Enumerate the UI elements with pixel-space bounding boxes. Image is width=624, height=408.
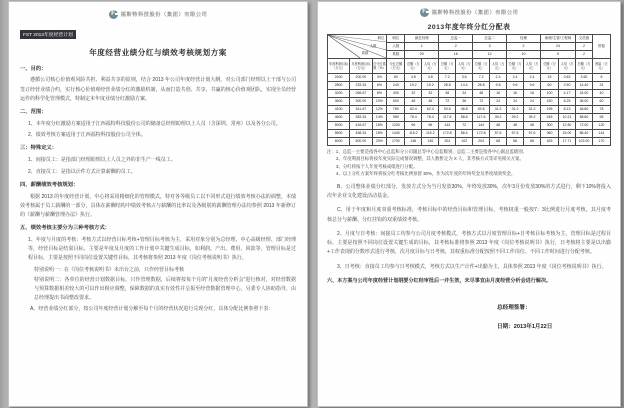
table-cell: 60 [387, 74, 405, 82]
table-cell: 48 [473, 90, 490, 98]
column-subheader: 人均（万元） [456, 59, 473, 74]
table-row [328, 82, 611, 90]
paragraph: 2、年度利润目标将按年度实际完成情况调整，其人数暂定为 X 人，其考核方式等详见相关方案。 [336, 156, 524, 162]
table-cell: 58.80 [575, 114, 592, 122]
paragraph: 2、直接员工：是指以计件方式计算薪酬的员工。 [28, 168, 136, 175]
column-subheader: 总额（万元） [540, 59, 558, 74]
diagonal-header-cell [328, 35, 387, 59]
paragraph: 五、绩效考核主要分为三种考核方式： [20, 225, 111, 232]
table-cell: 2.4 [524, 74, 541, 82]
table-cell: 200.00 [350, 74, 372, 82]
table-cell: 3% [372, 74, 387, 82]
table-cell: 1440 [387, 130, 405, 138]
header-label-coef: 系数 [387, 51, 405, 59]
group-coef: 10 [507, 51, 541, 59]
page1-header [20, 10, 296, 19]
table-notes [327, 148, 611, 178]
table-cell: 68 [507, 138, 524, 146]
table-cell: 28.8 [439, 82, 456, 90]
table-cell: 240 [387, 82, 405, 90]
table-cell: 60 [592, 98, 610, 106]
table-cell: 117.6 [473, 114, 490, 122]
paragraph: 4、以上分红方案年终将按分红考核比例预留 30%，作为次年度的年终奖金及季度绩效奖金。 [336, 171, 516, 177]
column-subheader: 年度利润目标（万元） [328, 59, 350, 74]
column-subheader: 总额（万元） [439, 59, 456, 74]
table-cell: 4.17 [559, 90, 576, 98]
table-cell: 2.4 [507, 74, 524, 82]
paragraph: B、公司整体业绩分红部分，发放方式分为当月发放30%，年终发放30%，次年3月份发放30%的方式进行，剩下10%将投入次年企业文化建设活动基金。 [327, 183, 611, 200]
paragraph: 遵循公司核心价值观风险共担、利益共享的原则，结合 2013 年公司年度经营计划大纲，对公司部门经理以上干部与公司签订经营业绩合约，实行核心价值观经营业绩分红的激励机制，从而打造共创、共享、共赢的核心价值观团队，实现全员经营运作的科学化管理模式，特制定本年度业绩分红激励方案。 [20, 77, 296, 102]
table-cell: 266.67 [350, 90, 372, 98]
table-cell: 3600 [328, 98, 350, 106]
table-cell: 48 [405, 98, 422, 106]
group-coef: 12 [473, 51, 507, 59]
table-cell: 5000 [328, 122, 350, 130]
table-cell: 5500 [328, 130, 350, 138]
table-cell: 58.8 [456, 114, 473, 122]
column-subheader: 总分红系数（%） [372, 59, 387, 74]
table-cell: 7.2 [473, 74, 490, 82]
table-cell: 31.2 [507, 106, 524, 114]
column-subheader: 人均（万元） [559, 59, 576, 74]
table-cell: 57.6 [507, 130, 524, 138]
page1-title: 年度经营业绩分红与绩效考核规划方案 [89, 48, 227, 57]
table-cell: 16 [507, 90, 524, 98]
position-group: 经理 [507, 35, 541, 43]
table-cell: 204 [439, 138, 456, 146]
diagonal-label: 人数 [369, 44, 377, 48]
table-row [328, 114, 611, 122]
table-subheader-row [328, 59, 611, 74]
table-cell: 3.6 [456, 74, 473, 82]
table-cell: 31.2 [490, 106, 507, 114]
page2-body [327, 183, 611, 287]
header-label-count: 人数 [387, 43, 405, 51]
position-group: 总监二 [473, 35, 507, 43]
signature-block [497, 303, 611, 330]
table-row [328, 74, 611, 82]
table-cell: 46.8 [456, 106, 473, 114]
table-cell: 6000 [328, 138, 350, 146]
paragraph: 注：1、总监一主要是指各中心总监和分公司副总等中心总监级别，总监二主要是指各中心副总监级别。 [327, 149, 528, 154]
group-count: 24 [540, 43, 575, 51]
table-cell: 93.6 [439, 106, 456, 114]
table-cell: 2800 [328, 82, 350, 90]
paragraph: 2、月度与日考核：间接员工均参与公司月度考核模式，考核方式以月度管理目标+日考核目标考核为主，管理目标是过程目标，主要是按照不同岗位设置关键生成的目标，其考核标准将参照 2013 年度《岗位考核说明书》执行，日考核将主要是以出勤+工作表现的分数形式进行考核，次月度目标与日考核，其权重标准分配按照不同工作岗位、不同工作时间进行分配考核。 [327, 230, 611, 256]
position-group: 文员级 [575, 35, 592, 43]
table-cell: 86.4 [456, 130, 473, 138]
table-cell: 383.33 [350, 114, 372, 122]
table-cell: 72.00 [575, 122, 592, 130]
paragraph: 3、分红将按个人年度考核成绩进行分配。 [336, 163, 418, 169]
paragraph: 根据 2013 的年度经营计划，中心将采用精细化的管理模式，特对各等级员工以不同形式进行绩效考核办法的调整，本绩效考核属于员工薪酬的一部分，具体在薪酬结构中绩效考核占与薪酬的比率以及各级别的薪酬管理办法均参照 2013 年新修订的《薪酬与薪酬管理办法》执行。 [20, 193, 296, 219]
table-cell: 3.60 [575, 74, 592, 82]
table-cell: 17.71 [559, 138, 576, 146]
table-cell: 16% [372, 122, 387, 130]
table-row [328, 90, 611, 98]
table-cell: 32 [422, 90, 439, 98]
table-cell: 18% [372, 130, 387, 138]
page2-title: 2013年度年终分红分配表 [427, 24, 511, 31]
table-cell: 204 [473, 138, 490, 146]
table-cell: 12.50 [559, 122, 576, 130]
table-cell: 6% [372, 82, 387, 90]
table-cell: 98 [592, 114, 610, 122]
paragraph: 1、间接员工：是指部门经理助理以上人员之外的非生产一线员工。 [28, 156, 176, 163]
column-subheader: 预留（万元） [592, 59, 610, 74]
group-coef: 16 [439, 51, 473, 59]
table-row [328, 98, 611, 106]
gm-signature-label: 总经理签署： [497, 304, 531, 311]
group-count: 2 [575, 43, 592, 51]
table-cell: 195 [540, 106, 558, 114]
table-cell: 14.40 [575, 82, 592, 90]
paragraph: 一、目的： [20, 66, 47, 72]
paragraph: 六、本方案与公司年度经营计划纲要分红经审批后一并生效，未尽事宜由月度经营分析会进行解决。 [327, 277, 552, 284]
table-cell: 68 [490, 138, 507, 146]
table-cell: 245 [540, 114, 558, 122]
table-cell: 102.00 [575, 138, 592, 146]
group-count: 2 [507, 43, 541, 51]
table-cell: 100 [540, 90, 558, 98]
table-cell: 117.6 [439, 114, 456, 122]
table-cell: 62.4 [405, 106, 422, 114]
table-cell: 16 [490, 90, 507, 98]
table-cell: 425 [540, 138, 558, 146]
group-count: 2 [439, 43, 473, 51]
table-cell: 400 [387, 90, 405, 98]
document-tag-badge: FST 2013年度经营计划 [20, 30, 76, 39]
table-cell: 120 [592, 122, 610, 130]
table-cell: 78.4 [422, 114, 439, 122]
table-cell: 39.2 [524, 114, 541, 122]
table-cell: 300 [540, 122, 558, 130]
document-page-1 [8, 1, 308, 407]
paragraph: 1、本年度分红激励方案适用于江西福特科技股份公司的储备总经理助理以上人员（含深圳、常州）以及各分公司。 [28, 120, 281, 127]
table-cell: 6 [592, 74, 610, 82]
table-cell: 24 [524, 98, 541, 106]
paragraph: 特别说明二：各单位的经营计划数据目标，只作管理数据，后续将按每个月的“月度经营分析会”进行核对，对经营数据与预算数据相差较大的可以作出相应调整，保障数据的真实有效性并呈报至经营数据管理中心，另委专人协助指导，由总经理提出书面整改要求。 [34, 276, 296, 302]
table-cell: 57.6 [490, 130, 507, 138]
table-cell: 2.4 [490, 74, 507, 82]
header-label-position: 职位 [387, 35, 405, 43]
company-logo-icon: F [420, 8, 429, 17]
date-line: 日期：2013年1月22日 [497, 323, 553, 330]
table-cell: 48 [422, 98, 439, 106]
table-cell: 144 [592, 130, 610, 138]
table-cell: 4600 [328, 114, 350, 122]
reserve-column-header: 预留 [592, 35, 610, 59]
column-subheader: 总额（万元） [575, 59, 592, 74]
table-cell: 3200 [328, 90, 350, 98]
column-subheader: 人均（万元） [524, 59, 541, 74]
table-cell: 40 [592, 90, 610, 98]
table-cell: 9.6 [507, 82, 524, 90]
table-cell: 8.13 [559, 106, 576, 114]
table-cell: 78 [592, 106, 610, 114]
table-header-row-positions [328, 35, 611, 43]
table-cell: 170 [592, 138, 610, 146]
column-subheader: 分红总额（万元） [387, 59, 405, 74]
paragraph: 特别说明一：在《岗位考核说明书》未出台之前，只作经营目标考核 [34, 266, 185, 273]
table-cell: 68 [524, 138, 541, 146]
table-cell: 115.2 [422, 130, 439, 138]
table-cell: 144 [439, 122, 456, 130]
table-cell: 4.8 [405, 74, 422, 82]
column-subheader: 人均（万元） [490, 59, 507, 74]
table-cell: 60 [540, 82, 558, 90]
table-cell: 72 [473, 98, 490, 106]
group-coef: 2 [575, 51, 592, 59]
table-cell: 36 [456, 98, 473, 106]
table-cell: 39.2 [507, 114, 524, 122]
table-cell: 24 [456, 90, 473, 98]
table-cell: 10% [372, 98, 387, 106]
table-cell: 9.6 [524, 82, 541, 90]
table-cell: 0.63 [559, 74, 576, 82]
document-page-2 [317, 1, 621, 407]
company-name: 福斯特科技股份（集团）有限公司 [431, 10, 519, 16]
table-cell: 19.2 [405, 82, 422, 90]
table-cell: 19.2 [422, 82, 439, 90]
table-cell: 458.33 [350, 130, 372, 138]
table-cell: 115.2 [405, 130, 422, 138]
table-cell: 341.67 [350, 106, 372, 114]
table-cell: 72 [439, 98, 456, 106]
table-cell: 15 [540, 74, 558, 82]
table-cell: 12% [372, 106, 387, 114]
table-row [328, 130, 611, 138]
group-coef: 20 [405, 51, 439, 59]
table-cell: 233.33 [350, 82, 372, 90]
diagonal-label: 系数 [361, 51, 369, 56]
table-cell: 93.6 [473, 106, 490, 114]
table-cell: 136 [405, 138, 422, 146]
table-cell: 8% [372, 90, 387, 98]
table-cell: 16 [524, 90, 541, 98]
table-cell: 136 [422, 138, 439, 146]
column-subheader: 月度利润目标（万元） [350, 59, 372, 74]
column-subheader: 总额（万元） [405, 59, 422, 74]
table-cell: 172.8 [439, 130, 456, 138]
table-cell: 1200 [387, 122, 405, 130]
paragraph: 四、薪酬绩效考核规划： [20, 182, 79, 189]
column-subheader: 总额（万元） [507, 59, 524, 74]
table-cell: 78.4 [405, 114, 422, 122]
table-cell: 6.25 [559, 98, 576, 106]
table-cell: 62.4 [422, 106, 439, 114]
column-subheader: 总额（万元） [473, 59, 490, 74]
diagonal-label: 职位 [377, 36, 385, 40]
table-cell: 39.2 [490, 114, 507, 122]
page2-header [327, 8, 611, 17]
table-cell: 32 [405, 90, 422, 98]
paragraph: 二、范围： [20, 109, 47, 116]
position-group: 副总经理 [405, 35, 439, 43]
table-cell: 500.00 [350, 138, 372, 146]
table-cell: 980 [387, 114, 405, 122]
paragraph: 2、绩效考核方案适用于江西福特科技股份公司全体。 [28, 131, 146, 138]
table-cell: 14% [372, 114, 387, 122]
table-cell: 2400 [328, 74, 350, 82]
table-cell: 48 [490, 122, 507, 130]
column-subheader: 人均（万元） [422, 59, 439, 74]
table-cell: 4100 [328, 106, 350, 114]
table-row [328, 122, 611, 130]
company-name: 福斯特科技股份（集团）有限公司 [120, 12, 208, 18]
paragraph: C、用于年度和月度双重考核标准，考核目标中的经营目标和管理目标，考核权重一般按7：3比例进行月度考核，其月度考核总分与薪酬、分红挂钩的双重绩效考核。 [327, 207, 611, 223]
page1-body [20, 65, 296, 314]
table-cell: 14.4 [456, 82, 473, 90]
position-group: 助理/主管/工程师 [540, 35, 575, 43]
table-cell: 600 [387, 98, 405, 106]
group-coef: 5 [540, 51, 575, 59]
group-count: 1 [405, 43, 439, 51]
table-cell: 172.8 [473, 130, 490, 138]
table-cell: 1700 [387, 138, 405, 146]
table-cell: 300.00 [350, 98, 372, 106]
table-cell: 24 [592, 82, 610, 90]
table-row [328, 138, 611, 146]
company-logo-icon: F [109, 10, 118, 19]
table-cell: 780 [387, 106, 405, 114]
table-cell: 20% [372, 138, 387, 146]
paragraph: A、经营业绩分红部分，按公司年度经营计划分解至每个月的经营状况进行兑现分红，具体分配比例参照下表： [30, 305, 274, 312]
table-cell: 48 [439, 90, 456, 98]
table-cell: 15.00 [559, 130, 576, 138]
bonus-distribution-table [327, 34, 611, 146]
paragraph: 3、日考核：直接员工均参与日考核模式，考核方式以生产计件+出勤为主，具体参照 2013 年度《岗位考核说明书》执行。 [337, 263, 607, 270]
paragraph: 1、年度与月度的考核：考核方式以经营目标考核+管理目标考核为主，采用对象分别为总经理、中心高级经理、部门经理等，经营目标是结果目标，主要是年度及月度的工作计划中关键生成目标，如利润、产出、费用、回款等，管理目标是过程目标，主要是按照不同岗位设置关键性目标，其考核将参照 2013 年度《岗位考核说明书》执行。 [28, 236, 296, 262]
table-cell: 2.50 [559, 82, 576, 90]
table-cell: 4.8 [422, 74, 439, 82]
group-count: 3 [473, 43, 507, 51]
table-cell: 28.8 [473, 82, 490, 90]
table-cell: 144 [473, 122, 490, 130]
table-cell: 86.40 [575, 130, 592, 138]
paragraph: 三：特殊定义： [20, 145, 58, 152]
table-cell: 96 [422, 122, 439, 130]
table-cell: 24 [507, 98, 524, 106]
table-cell: 24 [490, 98, 507, 106]
table-cell: 48 [524, 122, 541, 130]
table-cell: 9.6 [490, 82, 507, 90]
table-cell: 36.00 [575, 98, 592, 106]
table-cell: 72 [456, 122, 473, 130]
table-cell: 102 [456, 138, 473, 146]
position-group: 总监一 [439, 35, 473, 43]
table-cell: 57.6 [524, 130, 541, 138]
table-cell: 48 [507, 122, 524, 130]
table-cell: 31.2 [524, 106, 541, 114]
table-cell: 416.67 [350, 122, 372, 130]
table-cell: 96 [405, 122, 422, 130]
table-cell: 46.80 [575, 106, 592, 114]
table-cell: 10.21 [559, 114, 576, 122]
table-cell: 150 [540, 98, 558, 106]
table-cell: 24.00 [575, 90, 592, 98]
table-cell: 7.2 [439, 74, 456, 82]
table-row [328, 106, 611, 114]
table-cell: 360 [540, 130, 558, 138]
